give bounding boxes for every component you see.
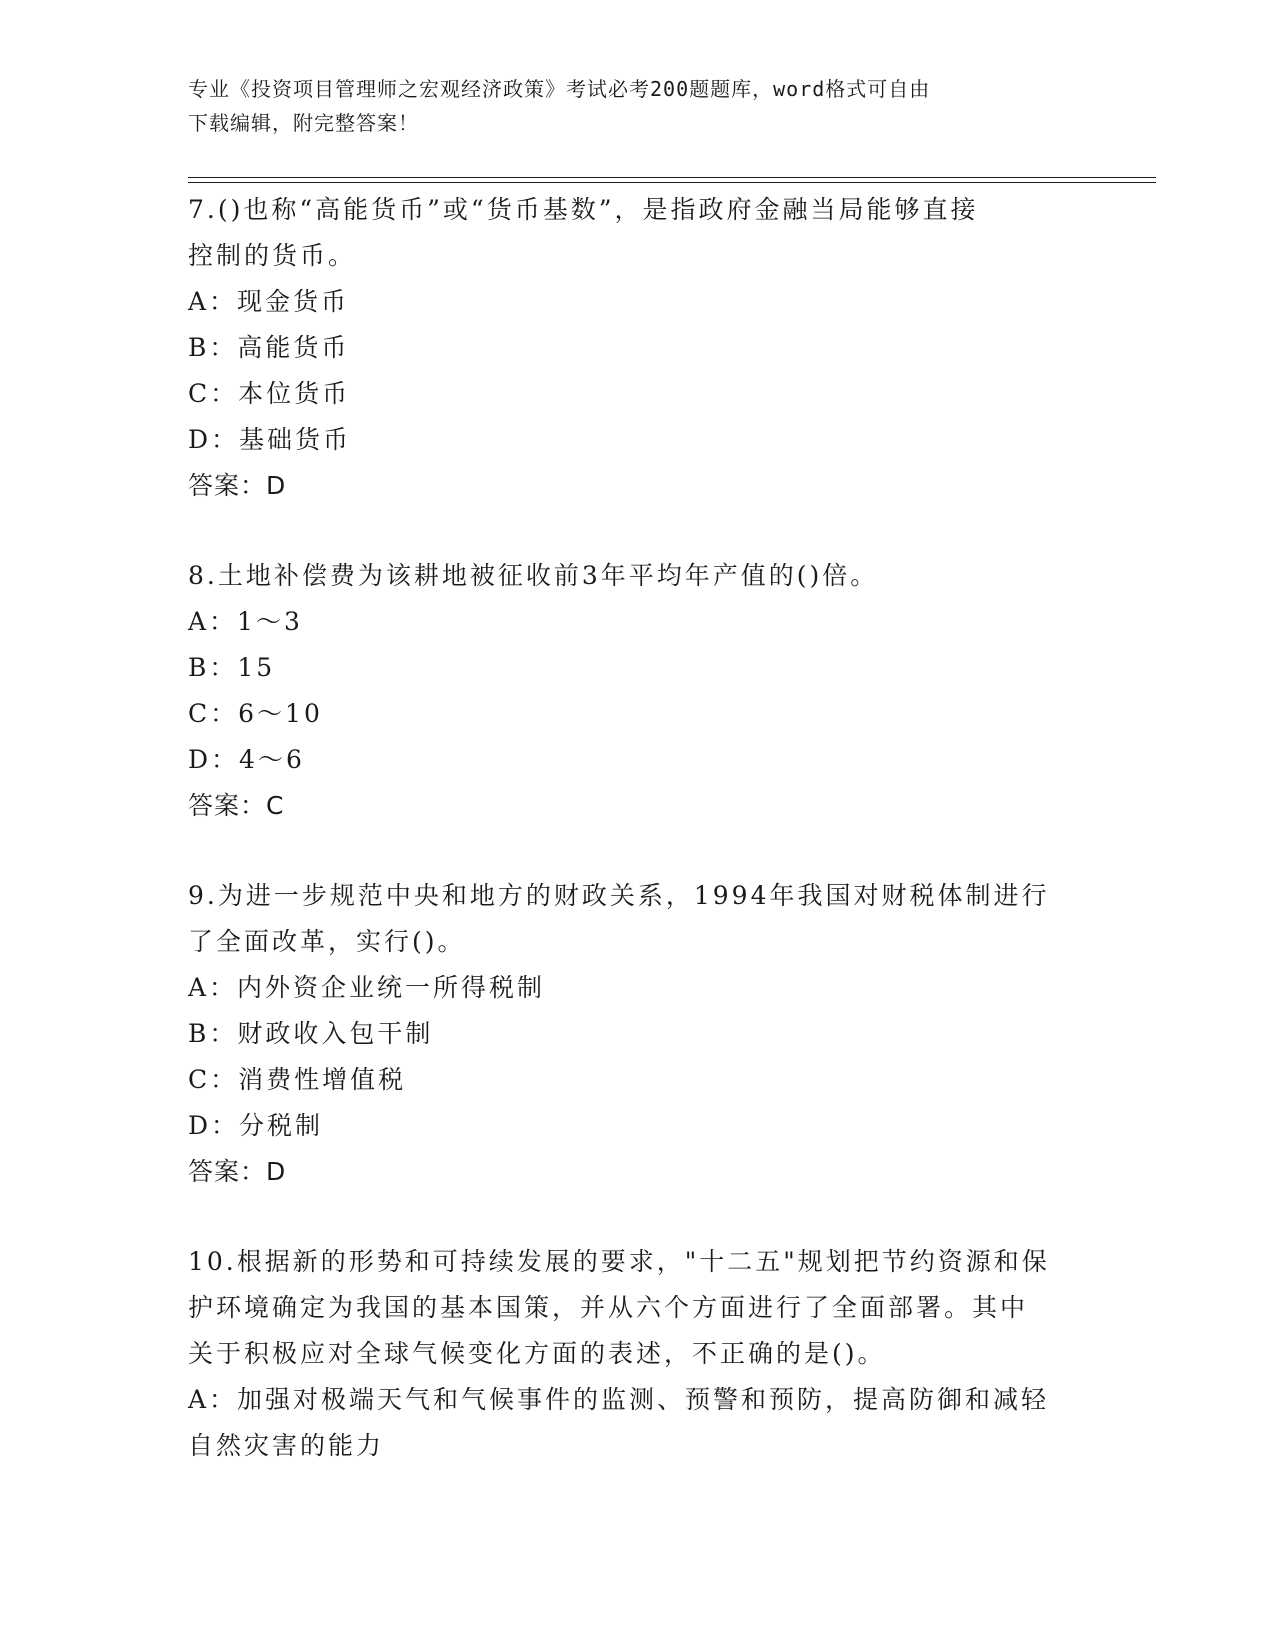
question-10 — [188, 1239, 1088, 1469]
answer-label: 答案：C — [188, 791, 285, 820]
header-line-1: 专业《投资项目管理师之宏观经济政策》考试必考200题题库，word格式可自由 — [188, 77, 931, 101]
option-b: B：高能货币 — [188, 333, 350, 362]
option-a: A：1～3 — [188, 607, 303, 636]
option-b: B：15 — [188, 653, 276, 682]
option-b: B：财政收入包干制 — [188, 1019, 434, 1048]
option-a: A：内外资企业统一所得税制 — [188, 973, 546, 1002]
question-9 — [188, 873, 1088, 1195]
question-list — [188, 187, 1088, 1469]
option-d: D：分税制 — [188, 1111, 324, 1140]
option-a-continued: 自然灾害的能力 — [188, 1431, 385, 1460]
question-stem-line: 8.土地补偿费为该耕地被征收前3年平均年产值的()倍。 — [188, 561, 879, 590]
option-c: C：消费性增值税 — [188, 1065, 407, 1094]
question-stem-line: 了全面改革，实行()。 — [188, 927, 466, 956]
question-8 — [188, 553, 1088, 829]
question-stem-line: 9.为进一步规范中央和地方的财政关系，1994年我国对财税体制进行 — [188, 881, 1050, 910]
spacer — [188, 829, 1088, 873]
option-d: D：基础货币 — [188, 425, 352, 454]
spacer — [188, 1195, 1088, 1239]
option-c: C：6～10 — [188, 699, 323, 728]
question-stem-line: 关于积极应对全球气候变化方面的表述，不正确的是()。 — [188, 1339, 886, 1368]
question-stem-line: 7.()也称“高能货币”或“货币基数”，是指政府金融当局能够直接 — [188, 195, 979, 224]
question-7 — [188, 187, 1088, 509]
header-divider-bottom — [188, 182, 1156, 183]
answer-label: 答案：D — [188, 471, 287, 500]
answer-label: 答案：D — [188, 1157, 287, 1186]
option-c: C：本位货币 — [188, 379, 351, 408]
option-a: A：加强对极端天气和气候事件的监测、预警和预防，提高防御和减轻 — [188, 1385, 1050, 1414]
header-line-2: 下载编辑，附完整答案！ — [188, 111, 419, 135]
question-stem-line: 护环境确定为我国的基本国策，并从六个方面进行了全面部署。其中 — [188, 1293, 1029, 1322]
option-d: D：4～6 — [188, 745, 305, 774]
question-stem-line: 控制的货币。 — [188, 241, 357, 270]
document-header — [188, 72, 1068, 140]
option-a: A：现金货币 — [188, 287, 350, 316]
spacer — [188, 509, 1088, 553]
question-stem-line: 10.根据新的形势和可持续发展的要求，"十二五"规划把节约资源和保 — [188, 1247, 1050, 1276]
header-divider-top — [188, 177, 1156, 178]
